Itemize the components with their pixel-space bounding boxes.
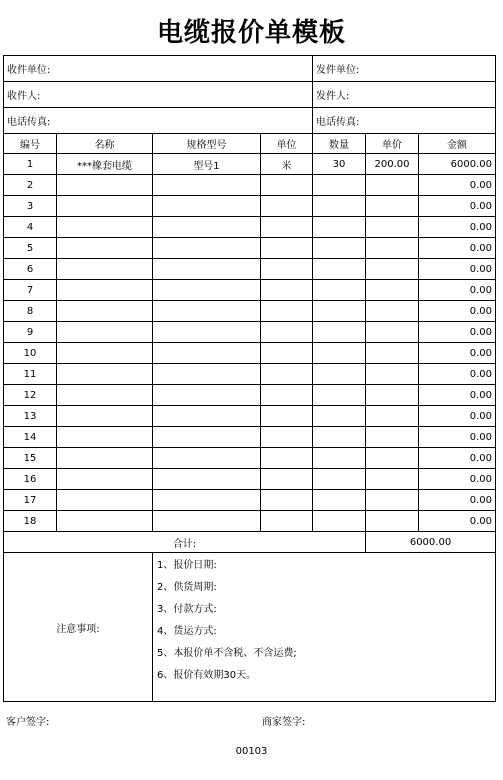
notes-label: 注意事项: bbox=[4, 553, 153, 702]
row-price-cell[interactable] bbox=[366, 343, 419, 364]
row-qty-cell[interactable] bbox=[313, 343, 366, 364]
row-amount-cell[interactable]: 0.00 bbox=[419, 385, 496, 406]
column-header-price: 单价 bbox=[366, 134, 419, 154]
row-unit-cell[interactable] bbox=[261, 280, 313, 301]
table-row bbox=[4, 196, 496, 217]
row-number-cell[interactable]: 7 bbox=[4, 280, 57, 301]
row-amount-cell[interactable]: 0.00 bbox=[419, 406, 496, 427]
row-unit-cell[interactable] bbox=[261, 175, 313, 196]
table-row bbox=[4, 406, 496, 427]
notes-row bbox=[4, 553, 496, 702]
row-price-cell[interactable]: 200.00 bbox=[366, 154, 419, 175]
row-name-cell[interactable] bbox=[57, 175, 153, 196]
table-row bbox=[4, 427, 496, 448]
row-spec-cell[interactable] bbox=[153, 322, 261, 343]
row-price-cell[interactable] bbox=[366, 217, 419, 238]
row-amount-cell[interactable]: 6000.00 bbox=[419, 154, 496, 175]
row-name-cell[interactable] bbox=[57, 511, 153, 532]
table-row bbox=[4, 385, 496, 406]
row-price-cell[interactable] bbox=[366, 280, 419, 301]
row-amount-cell[interactable]: 0.00 bbox=[419, 175, 496, 196]
row-number-cell[interactable]: 17 bbox=[4, 490, 57, 511]
row-qty-cell[interactable] bbox=[313, 448, 366, 469]
row-spec-cell[interactable] bbox=[153, 385, 261, 406]
row-qty-cell[interactable] bbox=[313, 511, 366, 532]
row-amount-cell[interactable]: 0.00 bbox=[419, 511, 496, 532]
row-amount-cell[interactable]: 0.00 bbox=[419, 259, 496, 280]
row-price-cell[interactable] bbox=[366, 364, 419, 385]
receiver-field[interactable]: 收件人: bbox=[4, 82, 313, 108]
row-price-cell[interactable] bbox=[366, 238, 419, 259]
column-header-qty: 数量 bbox=[313, 134, 366, 154]
row-name-cell[interactable] bbox=[57, 448, 153, 469]
page-number: 00103 bbox=[235, 746, 268, 757]
row-unit-cell[interactable] bbox=[261, 343, 313, 364]
document-title: 电缆报价单模板 bbox=[156, 18, 346, 48]
row-amount-cell[interactable]: 0.00 bbox=[419, 448, 496, 469]
row-unit-cell[interactable] bbox=[261, 406, 313, 427]
merchant-signature-label: 商家签字: bbox=[262, 717, 306, 728]
row-price-cell[interactable] bbox=[366, 259, 419, 280]
row-price-cell[interactable] bbox=[366, 427, 419, 448]
table-row bbox=[4, 280, 496, 301]
table-row bbox=[4, 322, 496, 343]
sender-unit-field[interactable]: 发件单位: bbox=[313, 56, 496, 82]
row-number-cell[interactable]: 11 bbox=[4, 364, 57, 385]
row-number-cell[interactable]: 10 bbox=[4, 343, 57, 364]
table-row bbox=[4, 301, 496, 322]
total-label: 合计: bbox=[4, 532, 366, 553]
column-header-no: 编号 bbox=[4, 134, 57, 154]
row-spec-cell[interactable] bbox=[153, 427, 261, 448]
column-header-amount: 金额 bbox=[419, 134, 496, 154]
row-amount-cell[interactable]: 0.00 bbox=[419, 343, 496, 364]
row-spec-cell[interactable] bbox=[153, 469, 261, 490]
row-number-cell[interactable]: 8 bbox=[4, 301, 57, 322]
row-amount-cell[interactable]: 0.00 bbox=[419, 427, 496, 448]
table-row bbox=[4, 469, 496, 490]
row-name-cell[interactable] bbox=[57, 259, 153, 280]
row-spec-cell[interactable] bbox=[153, 511, 261, 532]
row-price-cell[interactable] bbox=[366, 196, 419, 217]
row-price-cell[interactable] bbox=[366, 406, 419, 427]
row-unit-cell[interactable] bbox=[261, 301, 313, 322]
row-spec-cell[interactable] bbox=[153, 406, 261, 427]
row-spec-cell[interactable] bbox=[153, 364, 261, 385]
note-item: 5、本报价单不含税、不含运费; bbox=[157, 648, 297, 659]
row-price-cell[interactable] bbox=[366, 322, 419, 343]
column-header-spec: 规格型号 bbox=[153, 134, 261, 154]
row-unit-cell[interactable] bbox=[261, 259, 313, 280]
notes-list bbox=[153, 553, 496, 702]
note-item: 2、供货周期: bbox=[157, 582, 217, 593]
row-number-cell[interactable]: 5 bbox=[4, 238, 57, 259]
note-item: 4、货运方式: bbox=[157, 626, 217, 637]
row-spec-cell[interactable] bbox=[153, 238, 261, 259]
row-qty-cell[interactable] bbox=[313, 364, 366, 385]
table-row bbox=[4, 217, 496, 238]
row-spec-cell[interactable] bbox=[153, 217, 261, 238]
row-name-cell[interactable] bbox=[57, 238, 153, 259]
row-name-cell[interactable] bbox=[57, 280, 153, 301]
row-qty-cell[interactable] bbox=[313, 322, 366, 343]
row-spec-cell[interactable] bbox=[153, 301, 261, 322]
row-price-cell[interactable] bbox=[366, 385, 419, 406]
row-number-cell[interactable]: 14 bbox=[4, 427, 57, 448]
row-unit-cell[interactable] bbox=[261, 385, 313, 406]
quote-table bbox=[3, 55, 496, 702]
note-item: 6、报价有效期30天。 bbox=[157, 670, 257, 681]
row-name-cell[interactable] bbox=[57, 196, 153, 217]
row-name-cell[interactable] bbox=[57, 385, 153, 406]
row-qty-cell[interactable] bbox=[313, 217, 366, 238]
row-unit-cell[interactable]: 米 bbox=[261, 154, 313, 175]
row-unit-cell[interactable] bbox=[261, 217, 313, 238]
row-qty-cell[interactable]: 30 bbox=[313, 154, 366, 175]
row-spec-cell[interactable] bbox=[153, 196, 261, 217]
row-name-cell[interactable] bbox=[57, 406, 153, 427]
row-spec-cell[interactable] bbox=[153, 259, 261, 280]
row-unit-cell[interactable] bbox=[261, 364, 313, 385]
row-qty-cell[interactable] bbox=[313, 175, 366, 196]
row-number-cell[interactable]: 3 bbox=[4, 196, 57, 217]
row-amount-cell[interactable]: 0.00 bbox=[419, 322, 496, 343]
table-row bbox=[4, 238, 496, 259]
row-qty-cell[interactable] bbox=[313, 259, 366, 280]
row-number-cell[interactable]: 12 bbox=[4, 385, 57, 406]
row-qty-cell[interactable] bbox=[313, 385, 366, 406]
row-name-cell[interactable] bbox=[57, 322, 153, 343]
row-number-cell[interactable]: 18 bbox=[4, 511, 57, 532]
row-spec-cell[interactable] bbox=[153, 280, 261, 301]
row-number-cell[interactable]: 16 bbox=[4, 469, 57, 490]
row-amount-cell[interactable]: 0.00 bbox=[419, 196, 496, 217]
row-qty-cell[interactable] bbox=[313, 280, 366, 301]
row-name-cell[interactable] bbox=[57, 490, 153, 511]
row-spec-cell[interactable]: 型号1 bbox=[153, 154, 261, 175]
row-price-cell[interactable] bbox=[366, 490, 419, 511]
row-name-cell[interactable] bbox=[57, 364, 153, 385]
note-item: 3、付款方式: bbox=[157, 604, 217, 615]
row-name-cell[interactable] bbox=[57, 427, 153, 448]
note-item: 1、报价日期: bbox=[157, 560, 217, 571]
total-row bbox=[4, 532, 496, 553]
row-unit-cell[interactable] bbox=[261, 238, 313, 259]
row-spec-cell[interactable] bbox=[153, 448, 261, 469]
receiver-phone-field[interactable]: 电话传真: bbox=[4, 108, 313, 134]
row-unit-cell[interactable] bbox=[261, 196, 313, 217]
row-number-cell[interactable]: 1 bbox=[4, 154, 57, 175]
row-name-cell[interactable] bbox=[57, 469, 153, 490]
row-price-cell[interactable] bbox=[366, 469, 419, 490]
customer-signature-label: 客户签字: bbox=[6, 717, 50, 728]
table-row bbox=[4, 448, 496, 469]
table-row bbox=[4, 364, 496, 385]
total-value: 6000.00 bbox=[366, 532, 496, 553]
row-amount-cell[interactable]: 0.00 bbox=[419, 469, 496, 490]
row-qty-cell[interactable] bbox=[313, 196, 366, 217]
row-name-cell[interactable] bbox=[57, 217, 153, 238]
row-amount-cell[interactable]: 0.00 bbox=[419, 364, 496, 385]
row-qty-cell[interactable] bbox=[313, 301, 366, 322]
table-row bbox=[4, 343, 496, 364]
table-row bbox=[4, 259, 496, 280]
row-qty-cell[interactable] bbox=[313, 490, 366, 511]
row-unit-cell[interactable] bbox=[261, 490, 313, 511]
row-price-cell[interactable] bbox=[366, 448, 419, 469]
row-number-cell[interactable]: 9 bbox=[4, 322, 57, 343]
row-name-cell[interactable] bbox=[57, 301, 153, 322]
row-unit-cell[interactable] bbox=[261, 511, 313, 532]
row-unit-cell[interactable] bbox=[261, 427, 313, 448]
row-qty-cell[interactable] bbox=[313, 406, 366, 427]
row-spec-cell[interactable] bbox=[153, 175, 261, 196]
row-price-cell[interactable] bbox=[366, 301, 419, 322]
row-name-cell[interactable]: ***橡套电缆 bbox=[57, 154, 153, 175]
row-price-cell[interactable] bbox=[366, 175, 419, 196]
row-qty-cell[interactable] bbox=[313, 427, 366, 448]
row-number-cell[interactable]: 15 bbox=[4, 448, 57, 469]
sender-field[interactable]: 发件人: bbox=[313, 82, 496, 108]
row-unit-cell[interactable] bbox=[261, 322, 313, 343]
row-amount-cell[interactable]: 0.00 bbox=[419, 301, 496, 322]
column-header-unit: 单位 bbox=[261, 134, 313, 154]
row-number-cell[interactable]: 6 bbox=[4, 259, 57, 280]
row-amount-cell[interactable]: 0.00 bbox=[419, 280, 496, 301]
column-header-name: 名称 bbox=[57, 134, 153, 154]
row-unit-cell[interactable] bbox=[261, 448, 313, 469]
row-price-cell[interactable] bbox=[366, 511, 419, 532]
receiver-unit-field[interactable]: 收件单位: bbox=[4, 56, 313, 82]
row-unit-cell[interactable] bbox=[261, 469, 313, 490]
row-qty-cell[interactable] bbox=[313, 238, 366, 259]
row-qty-cell[interactable] bbox=[313, 469, 366, 490]
row-number-cell[interactable]: 13 bbox=[4, 406, 57, 427]
column-header-row bbox=[4, 134, 496, 154]
row-amount-cell[interactable]: 0.00 bbox=[419, 238, 496, 259]
row-amount-cell[interactable]: 0.00 bbox=[419, 490, 496, 511]
row-amount-cell[interactable]: 0.00 bbox=[419, 217, 496, 238]
table-row bbox=[4, 154, 496, 175]
sender-phone-field[interactable]: 电话传真: bbox=[313, 108, 496, 134]
row-spec-cell[interactable] bbox=[153, 343, 261, 364]
table-row bbox=[4, 490, 496, 511]
table-row bbox=[4, 175, 496, 196]
row-spec-cell[interactable] bbox=[153, 490, 261, 511]
row-name-cell[interactable] bbox=[57, 343, 153, 364]
table-row bbox=[4, 511, 496, 532]
row-number-cell[interactable]: 2 bbox=[4, 175, 57, 196]
row-number-cell[interactable]: 4 bbox=[4, 217, 57, 238]
